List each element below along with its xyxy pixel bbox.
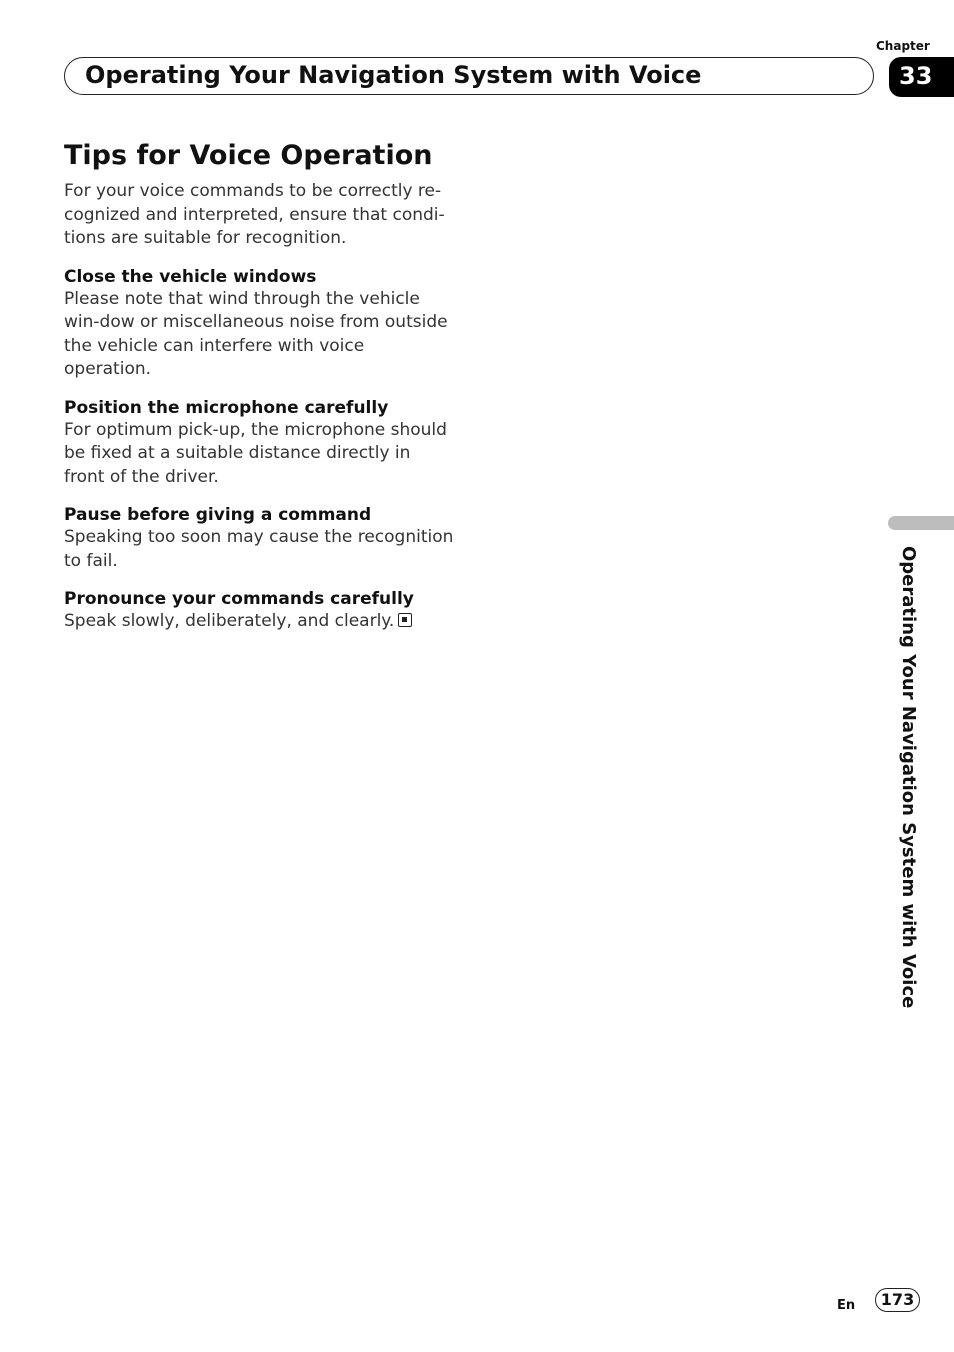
main-content: [64, 140, 456, 634]
tip-pause-before-command: [64, 505, 456, 573]
page-number: 173: [875, 1288, 920, 1312]
tip-body: Speak slowly, deliberately, and clearly.: [64, 611, 395, 631]
tip-body: For optimum pick-up, the microphone should be fixed at a suitable distance directly in front of the driver.: [64, 419, 447, 487]
section-intro: For your voice commands to be correctly re-cognized and interpreted, ensure that condi-tions are suitable for recognition.: [64, 181, 445, 248]
tip-heading: Pronounce your commands carefully: [64, 589, 414, 609]
chapter-title: Operating Your Navigation System with Voice: [85, 61, 702, 89]
section-title: Tips for Voice Operation: [64, 140, 433, 171]
chapter-label: Chapter: [876, 39, 930, 53]
tip-pronounce-carefully: [64, 589, 456, 634]
side-thumb-tab: [888, 516, 954, 530]
tip-heading: Position the microphone carefully: [64, 397, 389, 418]
tip-body: Please note that wind through the vehicle win-dow or miscellaneous noise from outside the vehicle can interfere with voice operation.: [64, 288, 448, 379]
tip-body: Speaking too soon may cause the recognition to fail.: [64, 527, 454, 571]
tip-close-windows: [64, 267, 456, 382]
tip-heading: Pause before giving a command: [64, 505, 372, 525]
chapter-header: [64, 57, 874, 95]
end-of-section-icon: [398, 613, 412, 627]
language-label: En: [837, 1298, 856, 1313]
tip-position-microphone: [64, 398, 456, 490]
chapter-number: 33: [899, 62, 933, 90]
side-tab-label: Operating Your Navigation System with Voice: [898, 546, 919, 1009]
tip-body-container: [64, 610, 456, 634]
chapter-number-tab: [889, 57, 954, 97]
tip-heading: Close the vehicle windows: [64, 266, 317, 287]
